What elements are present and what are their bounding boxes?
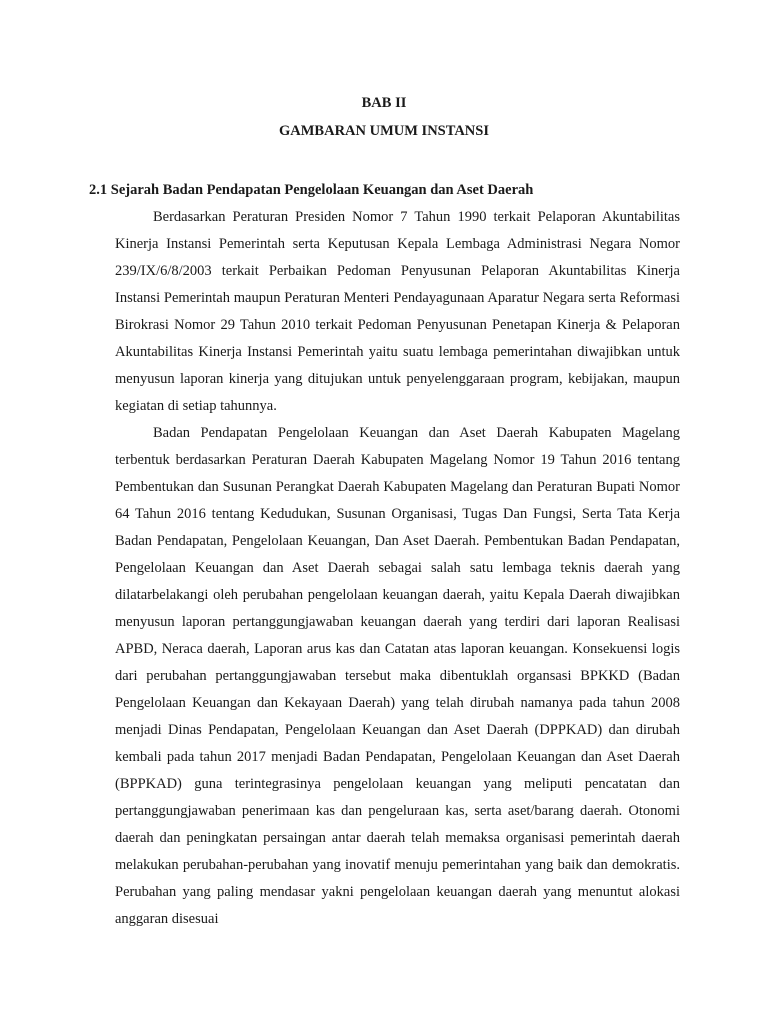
paragraph-1: Berdasarkan Peraturan Presiden Nomor 7 Tahun 1990 terkait Pelaporan Akuntabilitas Kinerja Instansi Pemerintah serta Keputusan Kepala Lembaga Administrasi Negara Nomor 239/IX/6/8/2003 terkait Perbaikan Pedoman Penyusunan Pelaporan Akuntabilitas Kinerja Instansi Pemerintah maupun Peraturan Menteri Pendayagunaan Aparatur Negara serta Reformasi Birokrasi Nomor 29 Tahun 2010 terkait Pedoman Penyusunan Penetapan Kinerja & Pelaporan Akuntabilitas Kinerja Instansi Pemerintah yaitu suatu lembaga pemerintahan diwajibkan untuk menyusun laporan kinerja yang ditujukan untuk penyelenggaraan program, kebijakan, maupun kegiatan di setiap tahunnya. xyxy=(115,209,680,414)
chapter-title: GAMBARAN UMUM INSTANSI xyxy=(279,123,489,139)
chapter-number: BAB II xyxy=(361,95,407,111)
body-text xyxy=(115,204,680,933)
section-heading: 2.1 Sejarah Badan Pendapatan Pengelolaan Keuangan dan Aset Daerah xyxy=(89,182,534,198)
paragraph-2: Badan Pendapatan Pengelolaan Keuangan dan Aset Daerah Kabupaten Magelang terbentuk berdasarkan Peraturan Daerah Kabupaten Magelang Nomor 19 Tahun 2016 tentang Pembentukan dan Susunan Perangkat Daerah Kabupaten Magelang dan Peraturan Bupati Nomor 64 Tahun 2016 tentang Kedudukan, Susunan Organisasi, Tugas Dan Fungsi, Serta Tata Kerja Badan Pendapatan, Pengelolaan Keuangan, Dan Aset Daerah. Pembentukan Badan Pendapatan, Pengelolaan Keuangan dan Aset Daerah sebagai salah satu lembaga teknis daerah yang dilatarbelakangi oleh perubahan pengelolaan keuangan daerah, yaitu Kepala Daerah diwajibkan menyusun laporan pertanggungjawaban keuangan daerah yang terdiri dari laporan Realisasi APBD, Neraca daerah, Laporan arus kas dan Catatan atas laporan keuangan. Konsekuensi logis dari perubahan pertanggungjawaban tersebut maka dibentuklah organsasi BPKKD (Badan Pengelolaan Keuangan dan Kekayaan Daerah) yang telah dirubah namanya pada tahun 2008 menjadi Dinas Pendapatan, Pengelolaan Keuangan dan Aset Daerah (DPPKAD) dan dirubah kembali pada tahun 2017 menjadi Badan Pendapatan, Pengelolaan Keuangan dan Aset Daerah (BPPKAD) guna terintegrasinya pengelolaan keuangan yang meliputi pencatatan dan pertanggungjawaban penerimaan kas dan pengeluraan kas, serta aset/barang daerah. Otonomi daerah dan peningkatan persaingan antar daerah telah memaksa organisasi pemerintah daerah melakukan perubahan-perubahan yang inovatif menuju pemerintahan yang baik dan demokratis. Perubahan yang paling mendasar yakni pengelolaan keuangan daerah yang menuntut alokasi anggaran disesuai xyxy=(115,425,680,927)
